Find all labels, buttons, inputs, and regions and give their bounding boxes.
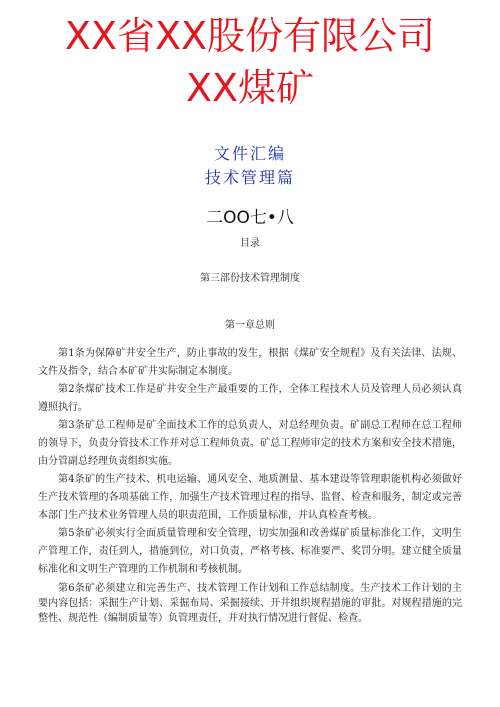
article-6: 第6条矿必须建立和完善生产、技术管理工作计划和工作总结制度。生产技术工作计划的主要内容包括：采掘生产计划、采掘布局、采掘接续、开井组织规程措施的审批。对规程措施的完整性、规范性（编制质量等）负管理责任，并对执行情况进行督促、检查。 [38, 583, 462, 624]
company-name: XX省XX股份有限公司 [64, 14, 436, 58]
article-3: 第3条矿总工程师是矿全面技术工作的总负责人，对总经理负责。矿副总工程师在总工程师的领导下，负责分管技术工作并对总工程师负责。矿总工程师审定的技术方案和安全技术措施，由分管副总经理负责组织实施。 [38, 420, 462, 467]
chapter-title: 第一章总则 [225, 320, 275, 331]
document-date: 二OO七•八 [206, 208, 294, 228]
article-list [38, 345, 462, 626]
toc-heading: 目录 [240, 238, 260, 249]
collection-subtitle: 技术管理篇 [204, 168, 295, 187]
mine-name: XX煤矿 [185, 66, 315, 110]
article-4: 第4条矿的生产技术、机电运输、通风安全、地质测量、基本建设等管理职能机构必须做好生产技术管理的各项基础工作，加强生产技术管理过程的指导、监督、检查和服务，制定或完善本部门生产技术业务管理人员的职责范围，工作质量标准，并认真检查考核。 [38, 474, 462, 521]
part-title: 第三部份技术管理制度 [200, 273, 300, 284]
collection-title: 文件汇编 [213, 144, 286, 163]
article-2: 第2条煤矿技术工作是矿井安全生产最重要的工作，全体工程技术人员及管理人员必须认真遵照执行。 [38, 384, 462, 413]
article-5: 第5条矿必须实行全面质量管理和安全管理，切实加强和改善煤矿质量标准化工作，文明生产管理工作，责任到人，措施到位，对口负责，严格考核、标准要严、奖罚分明。建立健全质量标准化和文明生产管理的工作机制和考核机制。 [38, 528, 462, 575]
article-1: 第1条为保障矿井安全生产，防止事故的发生，根据《煤矿安全规程》及有关法律、法规、文件及指令，结合本矿矿井实际制定本制度。 [38, 348, 462, 377]
